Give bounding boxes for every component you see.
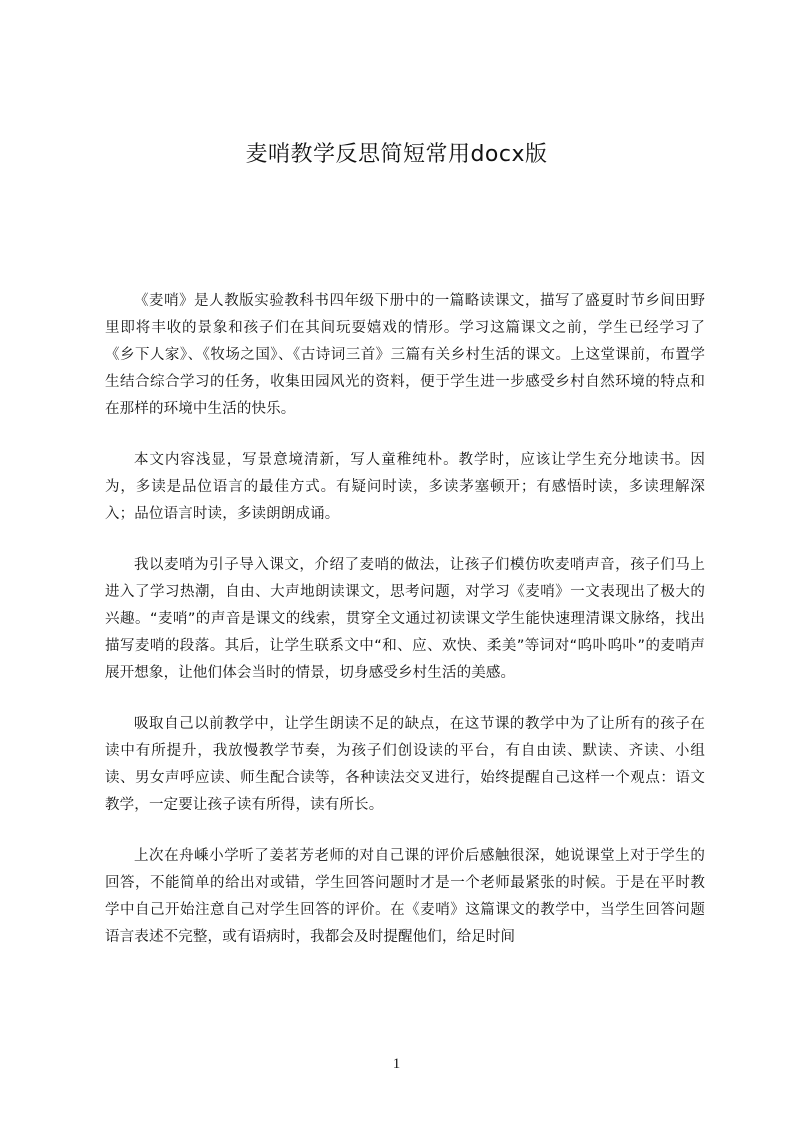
paragraph-4: 吸取自己以前教学中，让学生朗读不足的缺点，在这节课的教学中为了让所有的孩子在读中有所提升，我放慢教学节奏，为孩子们创设读的平台，有自由读、默读、齐读、小组读、男女声呼应读、师生配合读等，各种读法交叉进行，始终提醒自己这样一个观点：语文教学，一定要让孩子读有所得，读有所长。	[105, 716, 705, 813]
document-body	[105, 288, 705, 975]
paragraph-1: 《麦哨》是人教版实验教科书四年级下册中的一篇略读课文，描写了盛夏时节乡间田野里即将丰收的景象和孩子们在其间玩耍嬉戏的情形。学习这篇课文之前，学生已经学习了《乡下人家》、《牧场之国》、《古诗词三首》三篇有关乡村生活的课文。上这堂课前，布置学生结合综合学习的任务，收集田园风光的资料，便于学生进一步感受乡村自然环境的特点和在那样的环境中生活的快乐。	[105, 293, 705, 417]
paragraph-5: 上次在舟嵊小学听了姜茗芳老师的对自己课的评价后感触很深，她说课堂上对于学生的回答，不能简单的给出对或错，学生回答问题时才是一个老师最紧张的时候。于是在平时教学中自己开始注意自己对学生回答的评价。在《麦哨》这篇课文的教学中，当学生回答问题语言表述不完整，或有语病时，我都会及时提醒他们，给足时间	[105, 848, 705, 945]
document-title: 麦哨教学反思简短常用docx版	[245, 142, 548, 167]
paragraph-3: 我以麦哨为引子导入课文，介绍了麦哨的做法，让孩子们模仿吹麦哨声音，孩子们马上进入了学习热潮，自由、大声地朗读课文，思考问题，对学习《麦哨》一文表现出了极大的兴趣。“麦哨”的声音是课文的线索，贯穿全文通过初读课文学生能快速理清课文脉络，找出描写麦哨的段落。其后，让学生联系文中“和、应、欢快、柔美”等词对“呜卟呜卟”的麦哨声展开想象，让他们体会当时的情景，切身感受乡村生活的美感。	[105, 557, 705, 681]
paragraph-2: 本文内容浅显，写景意境清新，写人童稚纯朴。教学时，应该让学生充分地读书。因为，多读是品位语言的最佳方式。有疑问时读，多读茅塞顿开；有感悟时读，多读理解深入；品位语言时读，多读朗朗成诵。	[105, 452, 705, 522]
page-number: 1	[392, 1056, 401, 1072]
